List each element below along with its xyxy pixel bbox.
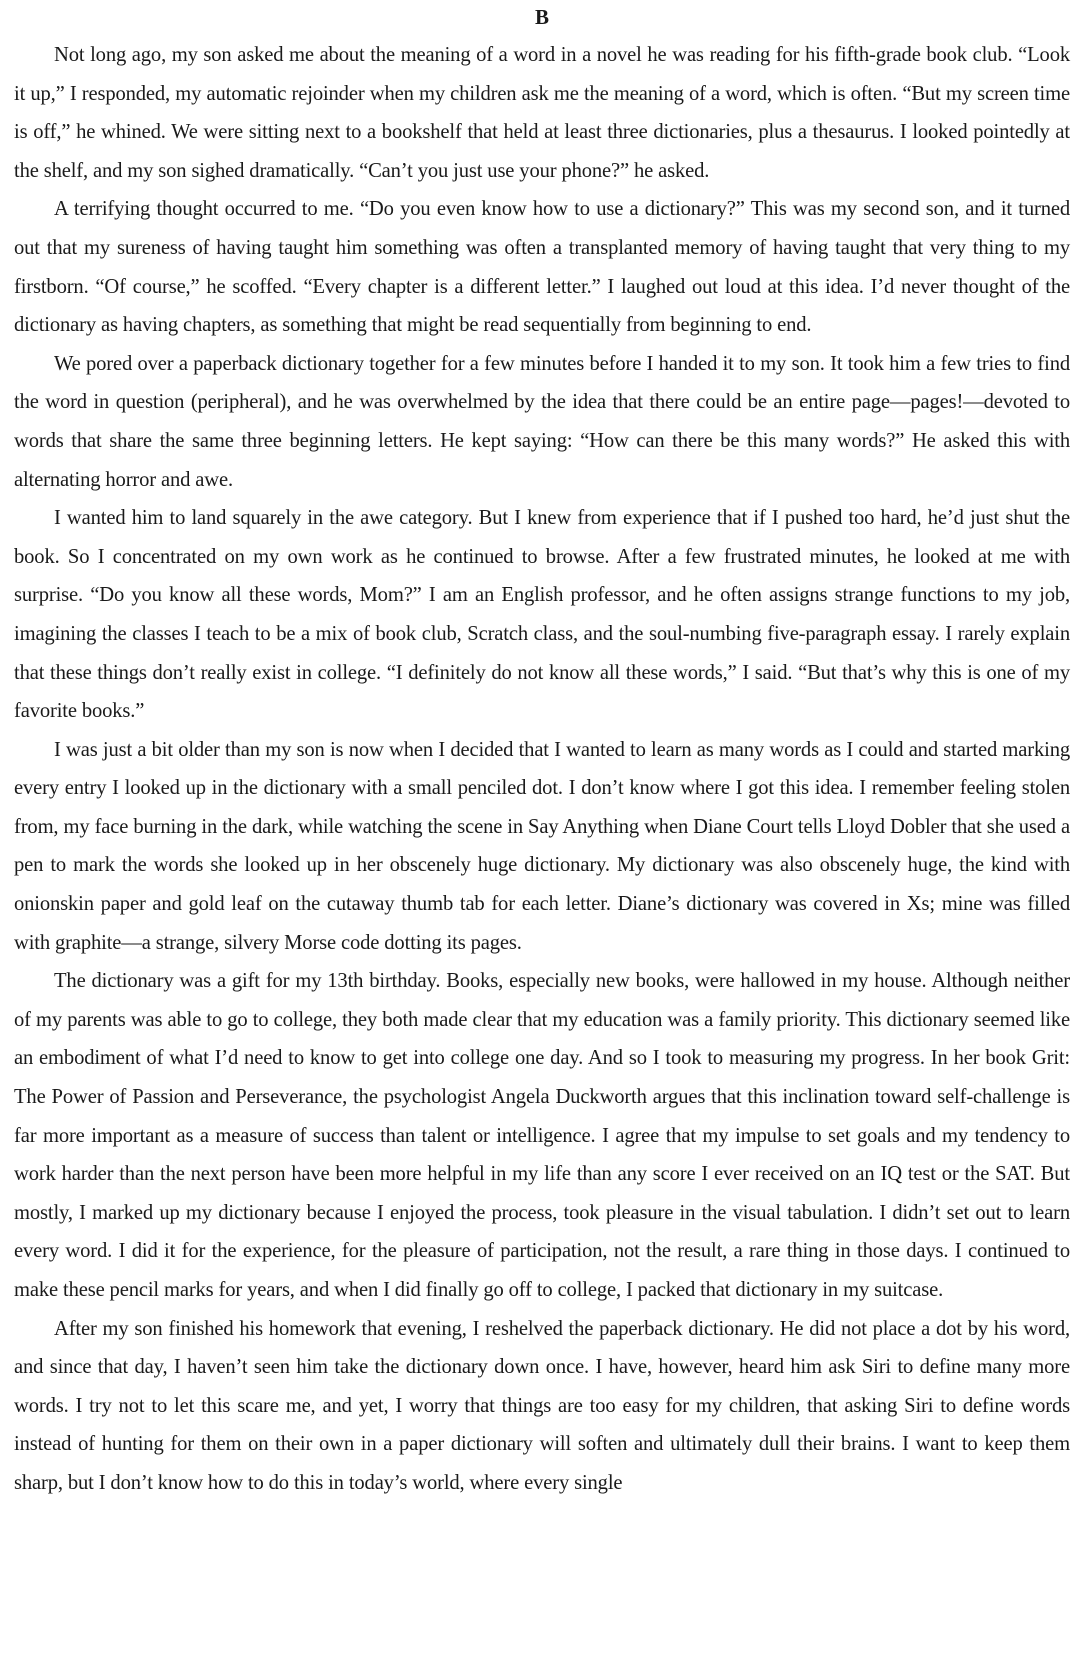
paragraph-6: The dictionary was a gift for my 13th birthday. Books, especially new books, were hallowed in my house. Although neither of my parents was able to go to college, they both made clear that my education was a family priority. This dictionary seemed like an embodiment of what I’d need to know to get into college one day. And so I took to measuring my progress. In her book Grit: The Power of Passion and Perseverance, the psychologist Angela Duckworth argues that this inclination toward self-challenge is far more important as a measure of success than talent or intelligence. I agree that my impulse to set goals and my tendency to work harder than the next person have been more helpful in my life than any score I ever received on an IQ test or the SAT. But mostly, I marked up my dictionary because I enjoyed the process, took pleasure in the visual tabulation. I didn’t set out to learn every word. I did it for the experience, for the pleasure of participation, not the result, a rare thing in those days. I continued to make these pencil marks for years, and when I did finally go off to college, I packed that dictionary in my suitcase. (14, 970, 1070, 1301)
paragraph-5: I was just a bit older than my son is now when I decided that I wanted to learn as many words as I could and started marking every entry I looked up in the dictionary with a small penciled dot. I don’t know where I got this idea. I remember feeling stolen from, my face burning in the dark, while watching the scene in Say Anything when Diane Court tells Lloyd Dobler that she used a pen to mark the words she looked up in her obscenely huge dictionary. My dictionary was also obscenely huge, the kind with onionskin paper and gold leaf on the cutaway thumb tab for each letter. Diane’s dictionary was covered in Xs; mine was filled with graphite—a strange, silvery Morse code dotting its pages. (14, 738, 1070, 954)
paragraph-4: I wanted him to land squarely in the awe category. But I knew from experience that if I pushed too hard, he’d just shut the book. So I concentrated on my own work as he continued to browse. After a few frustrated minutes, he looked at me with surprise. “Do you know all these words, Mom?” I am an English professor, and he often assigns strange functions to my job, imagining the classes I teach to be a mix of book club, Scratch class, and the soul-numbing five-paragraph essay. I rarely explain that these things don’t really exist in college. “I definitely do not know all these words,” I said. “But that’s why this is one of my favorite books.” (14, 507, 1070, 723)
paragraph-2: A terrifying thought occurred to me. “Do you even know how to use a dictionary?” This was my second son, and it turned out that my sureness of having taught him something was often a transplanted memory of having taught that very thing to my firstborn. “Of course,” he scoffed. “Every chapter is a different letter.” I laughed out loud at this idea. I’d never thought of the dictionary as having chapters, as something that might be read sequentially from beginning to end. (14, 198, 1070, 337)
paragraph-1: Not long ago, my son asked me about the meaning of a word in a novel he was reading for his fifth-grade book club. “Look it up,” I responded, my automatic rejoinder when my children ask me the meaning of a word, which is often. “But my screen time is off,” he whined. We were sitting next to a bookshelf that held at least three dictionaries, plus a thesaurus. I looked pointedly at the shelf, and my son sighed dramatically. “Can’t you just use your phone?” he asked. (14, 44, 1070, 182)
section-label: B (534, 5, 549, 29)
paragraph-7: After my son finished his homework that evening, I reshelved the paperback dictionary. He did not place a dot by his word, and since that day, I haven’t seen him take the dictionary down once. I have, however, heard him ask Siri to define many more words. I try not to let this scare me, and yet, I worry that things are too easy for my children, that asking Siri to define words instead of hunting for them on their own in a paper dictionary will soften and ultimately dull their brains. I want to keep them sharp, but I don’t know how to do this in today’s world, where every single (14, 1317, 1070, 1494)
paragraph-3: We pored over a paperback dictionary together for a few minutes before I handed it to my son. It took him a few tries to find the word in question (peripheral), and he was overwhelmed by the idea that there could be an entire page—pages!—devoted to words that share the same three beginning letters. He kept saying: “How can there be this many words?” He asked this with alternating horror and awe. (14, 352, 1070, 491)
